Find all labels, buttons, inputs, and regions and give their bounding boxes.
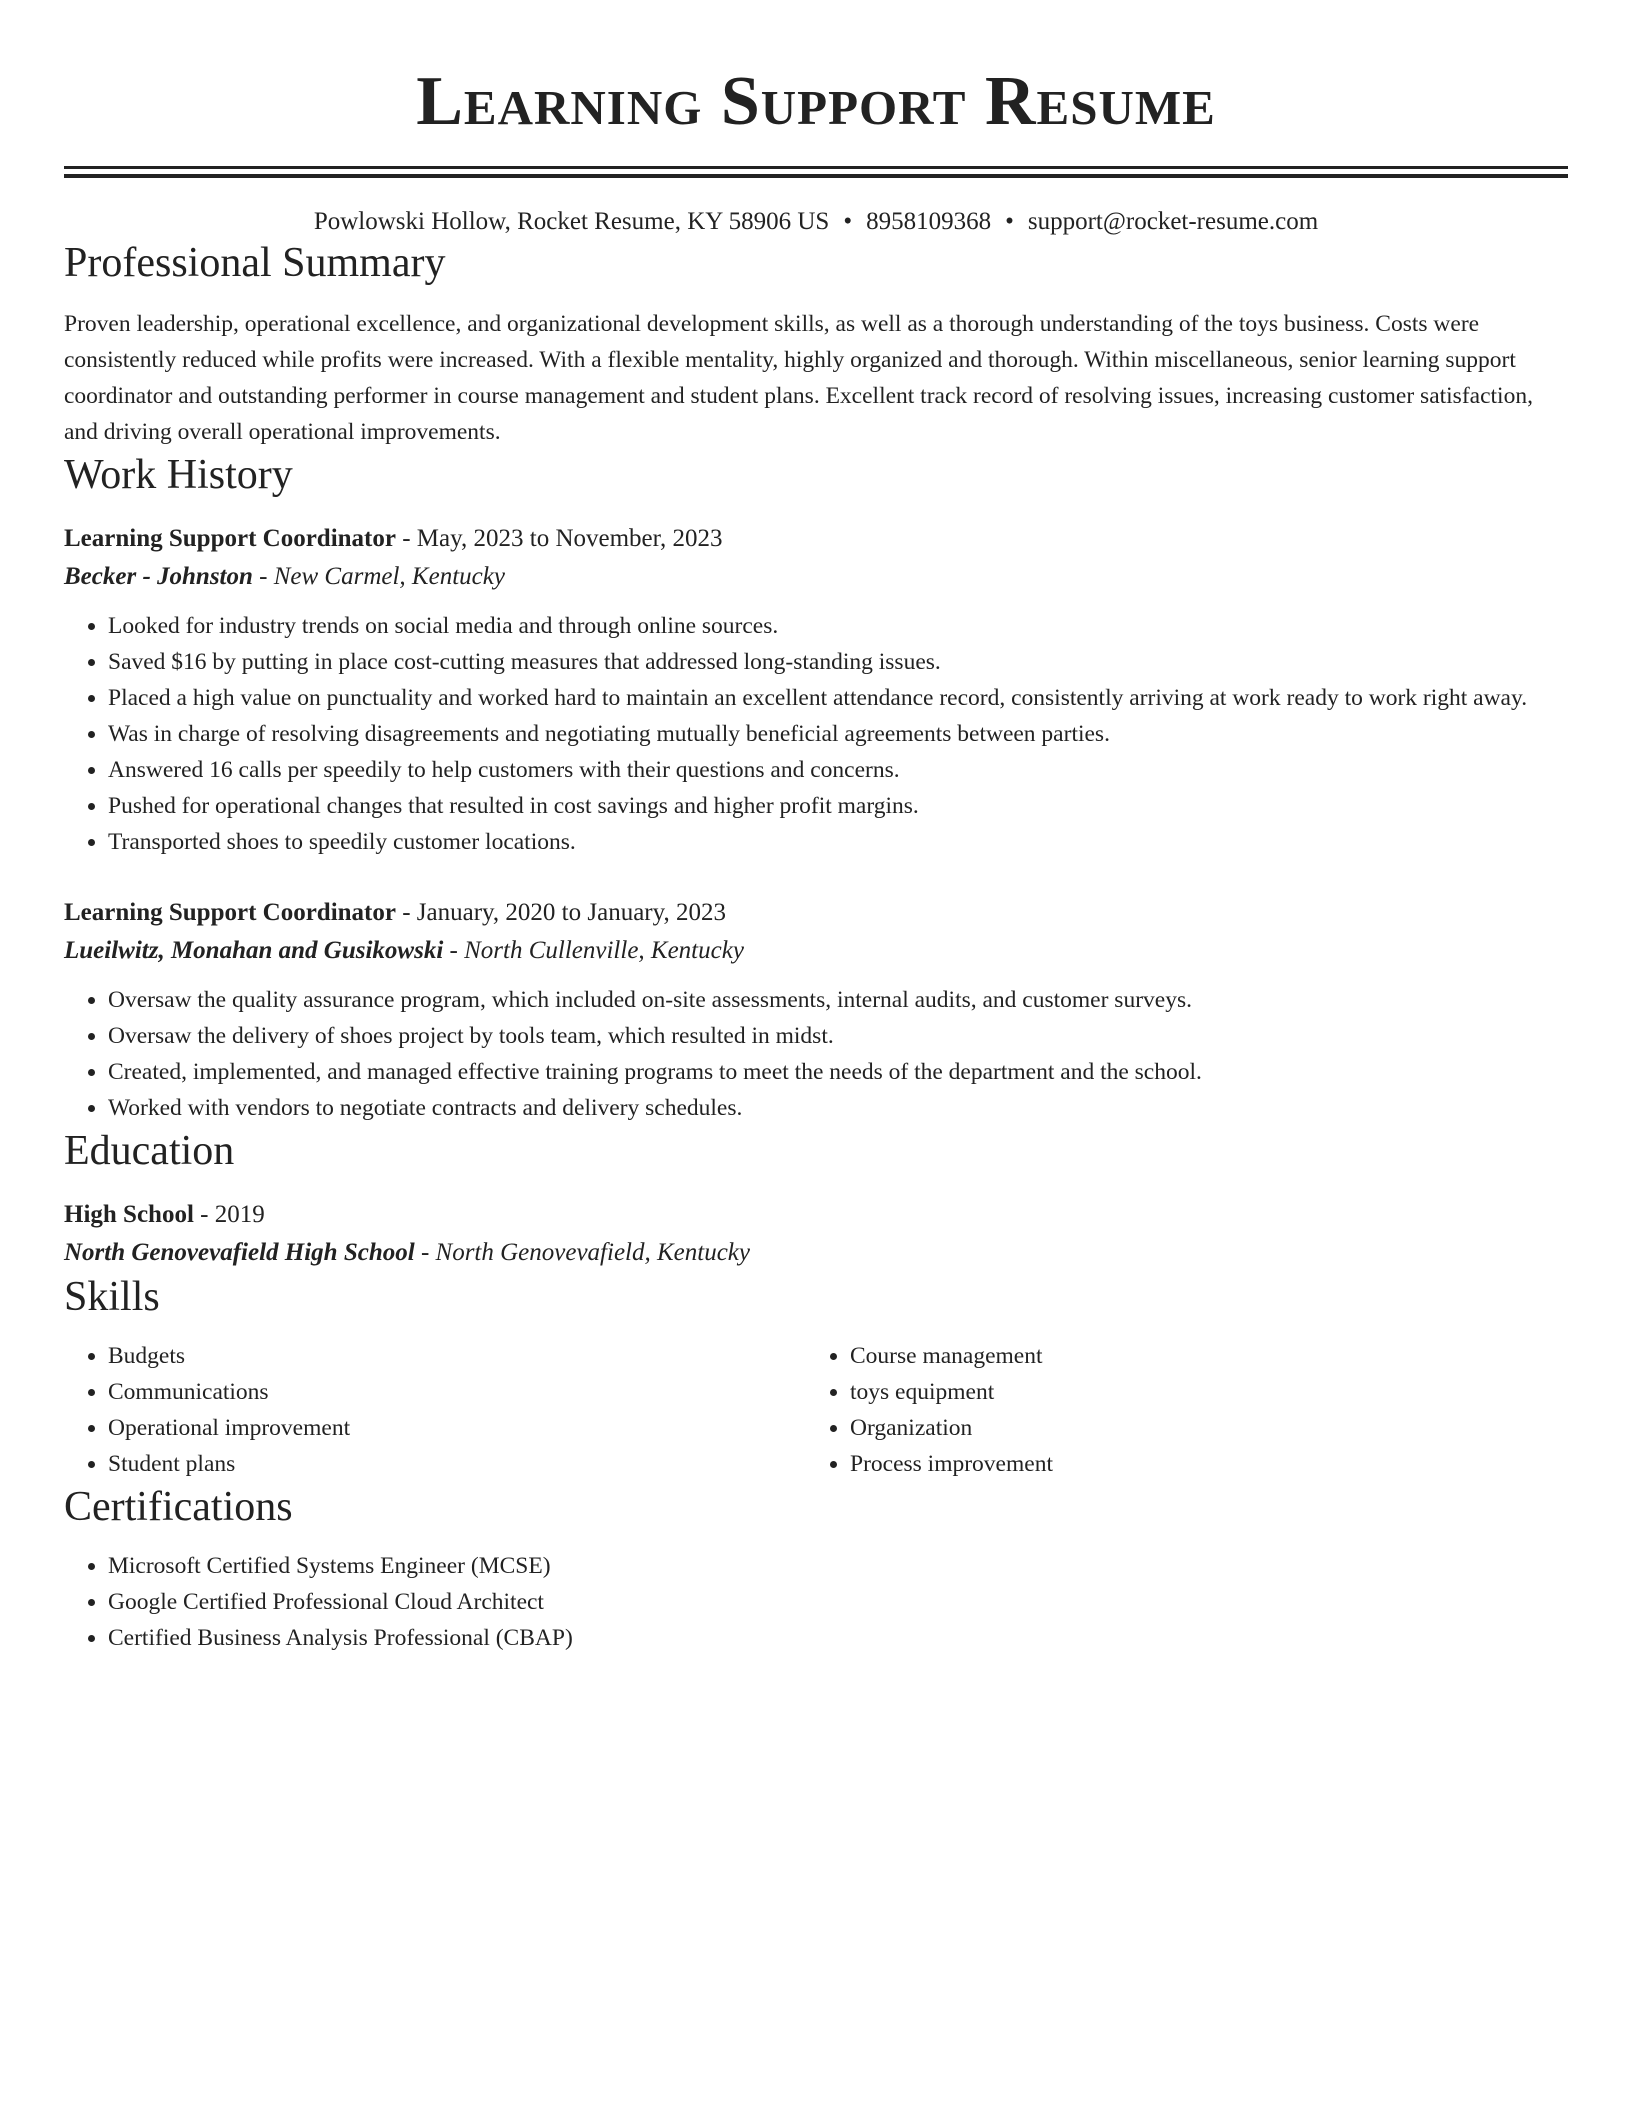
education-school: North Genovevafield High School bbox=[64, 1239, 415, 1266]
list-item: • Microsoft Certified Systems Engineer (MCSE) bbox=[108, 1548, 1568, 1584]
certifications-heading: Certifications bbox=[64, 1484, 293, 1530]
list-item: • Oversaw the delivery of shoes project by tools team, which resulted in midst. bbox=[108, 1018, 1568, 1054]
skills-column-right bbox=[806, 1338, 1548, 1482]
summary-text: Proven leadership, operational excellence, and organizational development skills, as well as a thorough understanding of the toys business. Costs were consistently reduced while profits were increased. With a flexible mentality, highly organized and thorough. Within miscellaneous, senior learning support coordinator and outstanding performer in course management and student plans. Excellent track record of resolving issues, increasing customer satisfaction, and driving overall operational improvements. bbox=[64, 311, 1533, 445]
job-bullets bbox=[64, 608, 1568, 860]
skills-list-right bbox=[806, 1338, 1548, 1482]
list-item: • Organization bbox=[850, 1410, 1548, 1446]
list-item: • toys equipment bbox=[850, 1374, 1548, 1410]
education-school-line bbox=[64, 1234, 1568, 1272]
list-item: • Budgets bbox=[108, 1338, 806, 1374]
title-divider-bottom bbox=[64, 174, 1568, 178]
job-entry bbox=[64, 894, 1568, 1126]
list-item: • Was in charge of resolving disagreements and negotiating mutually beneficial agreements between parties. bbox=[108, 716, 1568, 752]
education-degree-line bbox=[64, 1196, 1568, 1234]
job-location: - New Carmel, Kentucky bbox=[252, 563, 505, 590]
list-item: • Worked with vendors to negotiate contracts and delivery schedules. bbox=[108, 1090, 1568, 1126]
list-item: • Placed a high value on punctuality and worked hard to maintain an excellent attendance record, consistently arriving at work ready to work right away. bbox=[108, 680, 1568, 716]
job-title: Learning Support Coordinator bbox=[64, 899, 396, 926]
skills-heading: Skills bbox=[64, 1274, 160, 1320]
job-bullets bbox=[64, 982, 1568, 1126]
page-title: Learning Support Resume bbox=[416, 63, 1216, 140]
list-item: • Student plans bbox=[108, 1446, 806, 1482]
list-item: • Looked for industry trends on social media and through online sources. bbox=[108, 608, 1568, 644]
list-item: • Process improvement bbox=[850, 1446, 1548, 1482]
contact-address: Powlowski Hollow, Rocket Resume, KY 58906 US bbox=[313, 208, 830, 235]
contact-phone: 8958109368 bbox=[866, 208, 992, 235]
work-history-heading: Work History bbox=[64, 452, 293, 498]
title-divider-top bbox=[64, 166, 1568, 169]
job-dates: - May, 2023 to November, 2023 bbox=[395, 525, 723, 552]
education-year: - 2019 bbox=[193, 1201, 265, 1228]
list-item: • Saved $16 by putting in place cost-cutting measures that addressed long-standing issues. bbox=[108, 644, 1568, 680]
job-entry bbox=[64, 520, 1568, 860]
list-item: • Communications bbox=[108, 1374, 806, 1410]
certifications-list bbox=[64, 1548, 1568, 1656]
job-title: Learning Support Coordinator bbox=[64, 525, 396, 552]
list-item: • Transported shoes to speedily customer locations. bbox=[108, 824, 1568, 860]
job-company: Lueilwitz, Monahan and Gusikowski bbox=[64, 937, 444, 964]
job-location: - North Cullenville, Kentucky bbox=[443, 937, 744, 964]
job-company-line bbox=[64, 558, 1568, 596]
job-company: Becker - Johnston bbox=[64, 563, 253, 590]
skills-grid bbox=[64, 1338, 1568, 1482]
contact-separator: • bbox=[843, 208, 853, 235]
job-dates: - January, 2020 to January, 2023 bbox=[395, 899, 727, 926]
list-item: • Certified Business Analysis Professional (CBAP) bbox=[108, 1620, 1568, 1656]
list-item: • Answered 16 calls per speedily to help customers with their questions and concerns. bbox=[108, 752, 1568, 788]
list-item: • Created, implemented, and managed effective training programs to meet the needs of the department and the school. bbox=[108, 1054, 1568, 1090]
job-title-line bbox=[64, 894, 1568, 932]
list-item: • Operational improvement bbox=[108, 1410, 806, 1446]
skills-column-left bbox=[64, 1338, 806, 1482]
education-heading: Education bbox=[64, 1128, 235, 1174]
list-item: • Oversaw the quality assurance program, which included on-site assessments, internal audits, and customer surveys. bbox=[108, 982, 1568, 1018]
job-company-line bbox=[64, 932, 1568, 970]
skills-list-left bbox=[64, 1338, 806, 1482]
list-item: • Course management bbox=[850, 1338, 1548, 1374]
summary-heading: Professional Summary bbox=[64, 240, 446, 286]
education-location: - North Genovevafield, Kentucky bbox=[414, 1239, 750, 1266]
contact-separator: • bbox=[1005, 208, 1014, 235]
list-item: • Google Certified Professional Cloud Architect bbox=[108, 1584, 1568, 1620]
job-title-line bbox=[64, 520, 1568, 558]
contact-email: support@rocket-resume.com bbox=[1027, 208, 1319, 235]
education-degree: High School bbox=[64, 1201, 194, 1228]
contact-line bbox=[64, 206, 1568, 238]
list-item: • Pushed for operational changes that resulted in cost savings and higher profit margins. bbox=[108, 788, 1568, 824]
